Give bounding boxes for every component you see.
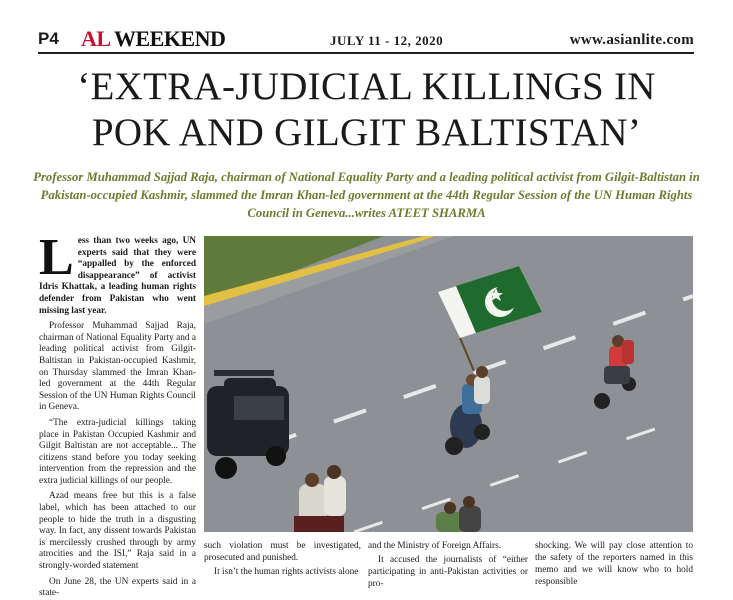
rally-photo-illustration bbox=[204, 236, 693, 532]
masthead bbox=[38, 26, 694, 51]
logo-al: AL bbox=[81, 26, 110, 51]
headline-line-1: ‘EXTRA-JUDICIAL KILLINGS IN bbox=[77, 65, 656, 108]
body-text: It isn’t the human rights activists alone bbox=[214, 567, 359, 577]
drop-cap: L bbox=[39, 229, 74, 286]
article-deck: Professor Muhammad Sajjad Raja, chairman of National Equality Party and a leading political activist from Gilgit-Baltistan in Pakistan-occupied Kashmir, slammed the Imran Khan-led government at the 44th Regular Session of the UN Human Rights Council in Geneva...writes ATEET SHARMA bbox=[33, 170, 700, 220]
headline-line-2: POK AND GILGIT BALTISTAN’ bbox=[91, 111, 642, 154]
logo-weekend: WEEKEND bbox=[113, 26, 226, 51]
page-number: P4 bbox=[38, 29, 59, 48]
body-paragraph: Azad means free but this is a false label, which has been attached to our people to hide the truth in a disgusting way. In fact, any dissent towards Pakistan is mercilessly crushed through by army atrocities and the ISI,” Raja said in a strongly-worded statement bbox=[39, 491, 196, 572]
body-paragraph: “The extra-judicial killings taking place in Pakistan Occupied Kashmir and Gilgit Baltistan are not acceptable... The citizens stand before you today seeking intervention from the repression and the extra judicial killings of our people. bbox=[39, 417, 196, 486]
lead-paragraph bbox=[39, 229, 196, 317]
body-text: It accused the journalists of “either participating in anti-Pakistan activities or pro- bbox=[368, 555, 528, 589]
body-text: shocking. We will pay close attention to the safety of the reporters named in this memo and we will know who to hold responsible bbox=[535, 541, 693, 587]
body-paragraph: On June 28, the UN experts said in a state- bbox=[39, 576, 196, 599]
headline bbox=[20, 64, 713, 156]
article-column-1 bbox=[39, 229, 196, 600]
issue-date: JULY 11 - 12, 2020 bbox=[330, 33, 444, 48]
body-text: and the Ministry of Foreign Affairs. bbox=[368, 541, 502, 551]
article-photo bbox=[204, 236, 693, 532]
article-column-3 bbox=[368, 540, 528, 592]
body-text: such violation must be investigated, prosecuted and punished. bbox=[204, 541, 361, 563]
body-paragraph: Professor Muhammad Sajjad Raja, chairman of National Equality Party and a leading political activist from Gilgit-Baltistan in Pakistan-occupied Kashmir, on Thursday slammed the Imran Khan-led government at the 44th Regular Session of the UN Human Rights Council in Geneva. bbox=[39, 321, 196, 413]
publication-logo bbox=[81, 26, 225, 52]
article-column-4 bbox=[535, 540, 693, 590]
website-link[interactable]: www.asianlite.com bbox=[569, 32, 694, 48]
masthead-rule bbox=[38, 52, 694, 54]
article-column-2 bbox=[204, 540, 361, 580]
lead-text: ess than two weeks ago, UN experts said that they were “appalled by the enforced disappearance” of activist Idris Khattak, a leading human rights defender from Pakistan who went missing last year. bbox=[39, 236, 196, 316]
